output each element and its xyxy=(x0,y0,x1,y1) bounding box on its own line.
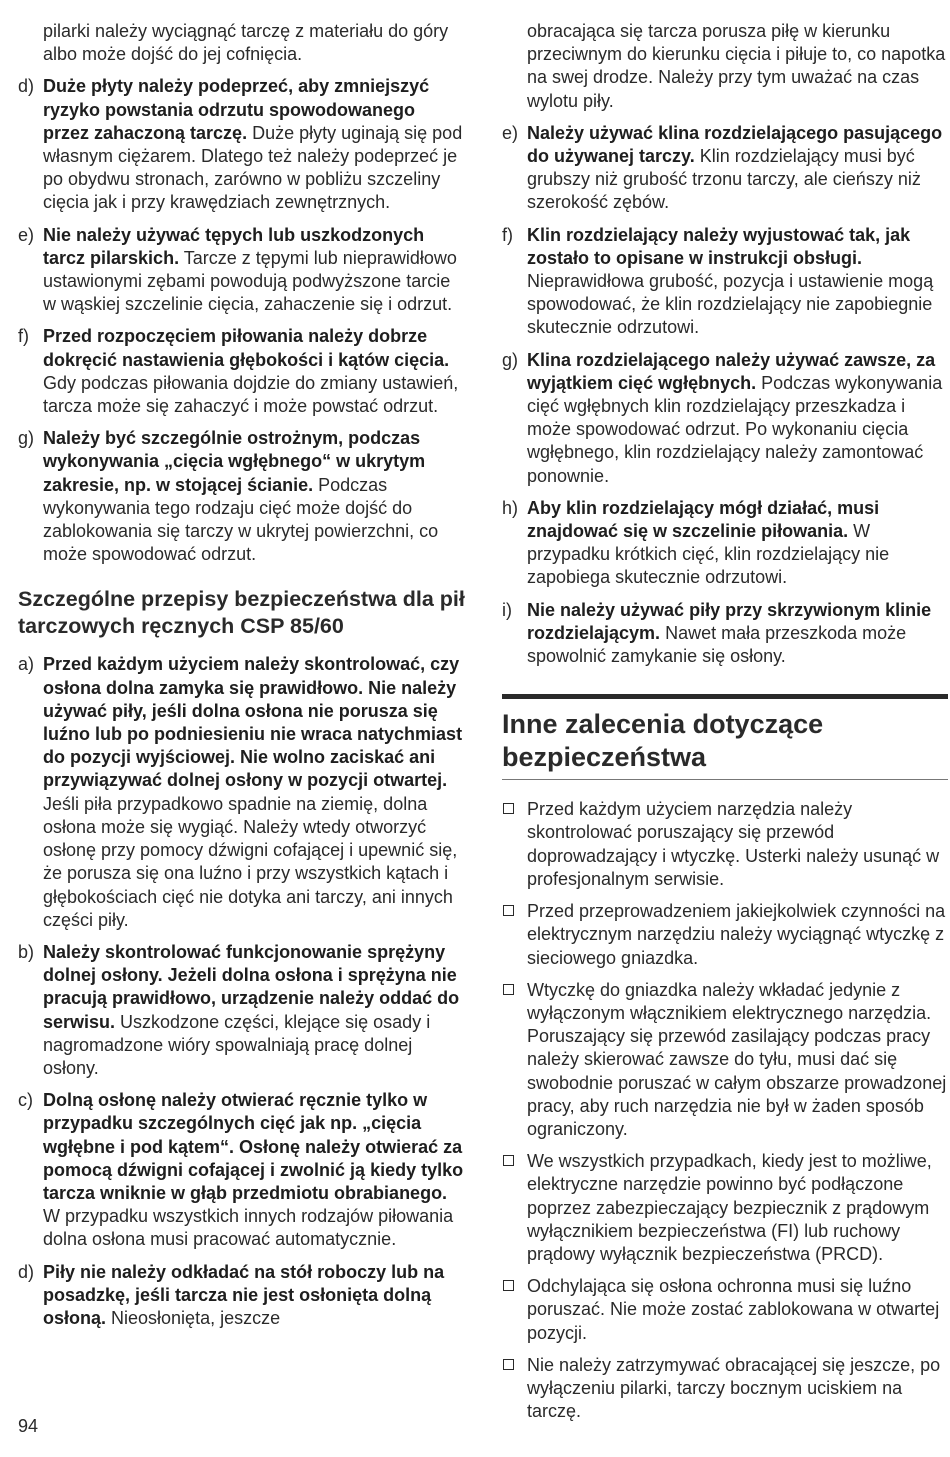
item-label: a) xyxy=(18,654,35,675)
item-text: Gdy podczas piłowania dojdzie do zmiany ustawień, tarcza może się zahaczyć i może powstać odrzut. xyxy=(43,372,459,417)
item-bold-text: Dolną osłonę należy otwierać ręcznie tylko w przypadku szczególnych cięć jak np. „cięcia wgłębne i pod kątem“. Osłonę należy otwierać za pomocą dźwigni cofającej i zwolnić ją kiedy tylko tarcza wniknie w głąb przedmiotu obrabianego. xyxy=(43,1090,464,1203)
item-text: Tarcze z tępymi lub nieprawidłowo ustawionymi zębami powodują podwyższone tarcie w wąskiej szczelinie cięcia, zahaczenie się i odrzut. xyxy=(43,247,457,315)
continued-paragraph: obracająca się tarcza porusza piłę w kierunku przeciwnym do kierunku cięcia i piłuje to, co napotka na swej drodze. Należy przy tym uważać na czas wylotu piły. xyxy=(527,21,946,111)
item-label: d) xyxy=(18,1261,35,1282)
bullet-text: Wtyczkę do gniazdka należy wkładać jedynie z wyłączonym włącznikiem elektrycznego narzędzia. Poruszający się przewód zasilający podczas pracy należy skierować zawsze do tyłu, musi dać się swobodnie poruszać w całym obszarze prowadzonej pracy, aby ruch narzędzia nie był w żaden sposób ograniczony. xyxy=(527,979,947,1139)
bullet-item xyxy=(502,900,948,970)
bullet-text: Odchylająca się osłona ochronna musi się luźno poruszać. Nie może zostać zablokowana w otwartej pozycji. xyxy=(527,1276,940,1343)
item-bold-text: Klin rozdzielający należy wyjustować tak, jak zostało to opisane w instrukcji obsługi. xyxy=(527,224,911,268)
item-label: c) xyxy=(18,1090,33,1111)
item-text: Uszkodzone części, klejące się osady i nagromadzone wióry spowalniają pracę dolnej osłony. xyxy=(43,1011,431,1078)
bullet-item xyxy=(502,798,948,891)
item-label: h) xyxy=(502,497,519,518)
item-bold-text: Piły nie należy odkładać na stół roboczy lub na posadzkę, jeśli tarcza nie jest osłonięta dolną osłoną. xyxy=(43,1261,445,1328)
bullet-item xyxy=(502,1354,948,1424)
left-column xyxy=(18,20,465,1339)
item-text: Nawet mała przeszkoda może spowolnić zamykanie się osłony. xyxy=(527,622,907,667)
item-label: d) xyxy=(18,76,35,97)
item-bold-text: Nie należy używać tępych lub uszkodzonych tarcz pilarskich. xyxy=(43,224,425,268)
list-item-f-second xyxy=(502,224,948,340)
list-item-a xyxy=(18,653,465,931)
bullet-text: Przed przeprowadzeniem jakiejkolwiek czynności na elektrycznym narzędziu należy wyciągnąć wtyczkę z sieciowego gniazdka. xyxy=(527,901,946,968)
item-text: W przypadku wszystkich innych rodzajów piłowania dolna osłona musi pracować automatycznie. xyxy=(43,1206,454,1250)
page-number: 94 xyxy=(18,1416,39,1436)
section-subheading: Szczególne przepisy bezpieczeństwa dla pił tarczowych ręcznych CSP 85/60 xyxy=(18,587,465,639)
item-text: Duże płyty uginają się pod własnym ciężarem. Dlatego też należy podeprzeć je po obydwu stronach, zarówno w pobliżu szczeliny cięcia jak i przy krawędziach zewnętrznych. xyxy=(43,122,463,213)
item-bold-text: Aby klin rozdzielający mógł działać, musi znajdować się w szczelinie piłowania. xyxy=(527,497,880,542)
heading-underline xyxy=(502,779,948,780)
item-text: Klin rozdzielający musi być grubszy niż grubość trzonu tarczy, ale cieńszy niż szerokość zębów. xyxy=(527,146,921,213)
list-item-e-second xyxy=(502,122,948,215)
bullet-text: We wszystkich przypadkach, kiedy jest to możliwe, elektryczne narzędzie powinno być podłączone poprzez zabezpieczający bezpiecznik z prądowym wyłącznikiem bezpieczeństwa (FI) lub ruchowy prądowy wyłącznik bezpieczeństwa (PRCD). xyxy=(527,1151,932,1264)
bullet-item xyxy=(502,1275,948,1345)
item-label: e) xyxy=(502,122,519,143)
checkbox-square-icon xyxy=(503,905,514,916)
section-divider xyxy=(502,694,948,699)
item-label: g) xyxy=(18,428,35,449)
list-item-d xyxy=(18,75,465,214)
list-item-f xyxy=(18,325,465,418)
item-text: W przypadku krótkich cięć, klin rozdzielający nie zapobiega skutecznie odrzutowi. xyxy=(527,521,890,588)
item-text: Jeśli piła przypadkowo spadnie na ziemię, dolna osłona może się wygiąć. Należy wtedy otworzyć osłonę przy pomocy dźwigni cofającej i upewnić się, że porusza się ona luźno i przy wszystkich kątach i głębokościach cięć nie dotyka ani tarczy, ani innych części piły. xyxy=(43,793,458,930)
section-heading: Inne zalecenia dotyczące bezpieczeństwa xyxy=(502,709,824,773)
item-bold-text: Klina rozdzielającego należy używać zawsze, za wyjątkiem cięć wgłębnych. xyxy=(527,349,936,393)
item-text: Podczas wykonywania cięć wgłębnych klin rozdzielający przeszkadza i może spowodować odrzut. Po wykonaniu cięcia wgłębnego, klin rozdzielający należy zamontować ponownie. xyxy=(527,372,943,486)
item-bold-text: Przed każdym użyciem należy skontrolować, czy osłona dolna zamyka się prawidłowo. Nie należy używać piły, jeśli dolna osłona nie porusza się luźno lub po podniesieniu nie wraca natychmiast do pozycji wyjściowej. Nie wolno zaciskać ani przywiązywać dolnej osłony w pozycji otwartej. xyxy=(43,654,463,791)
bullet-text: Przed każdym użyciem narzędzia należy skontrolować poruszający się przewód doprowadzający i wtyczkę. Usterki należy usunąć w profesjonalnym serwisie. xyxy=(527,799,940,889)
item-label: g) xyxy=(502,349,519,370)
item-bold-text: Duże płyty należy podeprzeć, aby zmniejszyć ryzyko powstania odrzutu spowodowanego przez zahaczoną tarczę. xyxy=(43,76,430,143)
item-bold-text: Należy skontrolować funkcjonowanie sprężyny dolnej osłony. Jeżeli dolna osłona i sprężyna nie pracują prawidłowo, urządzenie należy oddać do serwisu. xyxy=(43,941,460,1032)
item-bold-text: Przed rozpoczęciem piłowania należy dobrze dokręcić nastawienia głębokości i kątów cięcia. xyxy=(43,326,450,370)
checkbox-square-icon xyxy=(503,803,514,814)
item-label: e) xyxy=(18,224,35,245)
list-item-b xyxy=(18,941,465,1080)
item-bold-text: Należy być szczególnie ostrożnym, podczas wykonywania „cięcia wgłębnego“ w ukrytym zakresie, np. w stojącej ścianie. xyxy=(43,428,426,495)
item-text: Nieosłonięta, jeszcze xyxy=(106,1307,281,1328)
list-item-c xyxy=(18,1089,465,1251)
checkbox-square-icon xyxy=(503,1155,514,1166)
item-label: f) xyxy=(18,326,29,347)
bullet-item xyxy=(502,1150,948,1266)
list-item-d-second xyxy=(18,1261,465,1331)
list-item-e xyxy=(18,224,465,317)
list-item-g-second xyxy=(502,349,948,488)
checkbox-square-icon xyxy=(503,1359,514,1370)
item-label: f) xyxy=(502,224,513,245)
list-item-h xyxy=(502,497,948,590)
item-label: b) xyxy=(18,941,35,962)
item-text: Nieprawidłowa grubość, pozycja i ustawienie mogą spowodować, że klin rozdzielający nie zapobiegnie skutecznie odrzutowi. xyxy=(527,271,934,338)
list-item-i xyxy=(502,599,948,669)
list-item-g xyxy=(18,427,465,566)
item-bold-text: Nie należy używać piły przy skrzywionym klinie rozdzielającym. xyxy=(527,599,932,643)
bullet-item xyxy=(502,979,948,1141)
item-label: i) xyxy=(502,599,512,620)
bullet-text: Nie należy zatrzymywać obracającej się jeszcze, po wyłączeniu pilarki, tarczy bocznym uciskiem na tarczę. xyxy=(527,1354,941,1422)
item-bold-text: Należy używać klina rozdzielającego pasującego do używanej tarczy. xyxy=(527,122,943,167)
item-text: Podczas wykonywania tego rodzaju cięć może dojść do zablokowania się tarczy w ukrytej powierzchni, co może spowodować odrzut. xyxy=(43,474,439,565)
continued-paragraph: pilarki należy wyciągnąć tarczę z materiału do góry albo może dojść do jej cofnięcia. xyxy=(43,21,449,65)
right-column xyxy=(502,20,948,1432)
checkbox-square-icon xyxy=(503,984,514,995)
checkbox-square-icon xyxy=(503,1280,514,1291)
